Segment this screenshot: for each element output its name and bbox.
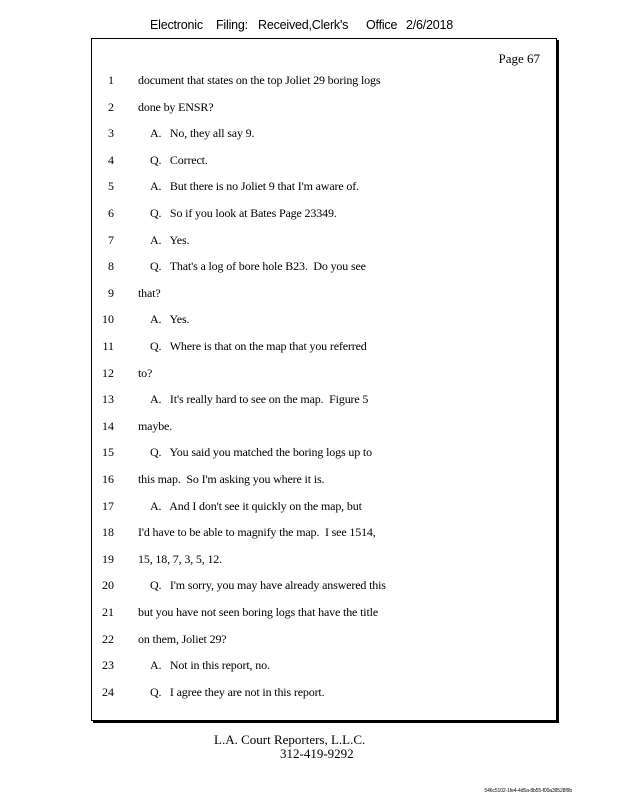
transcript-line bbox=[92, 286, 556, 304]
line-text: that? bbox=[138, 285, 161, 300]
transcript-line bbox=[92, 658, 556, 676]
line-text: A. And I don't see it quickly on the map, but bbox=[150, 498, 362, 513]
transcript-line bbox=[92, 73, 556, 91]
transcript-line bbox=[92, 525, 556, 543]
transcript-line bbox=[92, 419, 556, 437]
line-text: A. It's really hard to see on the map. Figure 5 bbox=[150, 392, 369, 407]
header-date: 2/6/2018 bbox=[406, 18, 454, 32]
line-number: 2 bbox=[108, 99, 114, 114]
line-number: 21 bbox=[102, 605, 114, 619]
line-text: on them, Joliet 29? bbox=[138, 631, 227, 646]
line-number: 8 bbox=[108, 259, 114, 274]
transcript-line bbox=[92, 445, 556, 463]
line-text: I'd have to be able to magnify the map. I see 1514, bbox=[138, 525, 376, 540]
line-number: 22 bbox=[102, 631, 114, 646]
transcript-line bbox=[92, 632, 556, 650]
line-text: Q. Correct. bbox=[150, 152, 208, 167]
line-number: 1 bbox=[108, 73, 114, 87]
transcript-line bbox=[92, 179, 556, 197]
line-number: 12 bbox=[102, 365, 114, 380]
line-number: 3 bbox=[108, 126, 114, 141]
line-number: 9 bbox=[108, 285, 114, 300]
header-word-electronic: Electronic bbox=[150, 18, 203, 32]
line-number: 11 bbox=[102, 339, 114, 353]
line-number: 10 bbox=[102, 312, 114, 327]
transcript-line bbox=[92, 339, 556, 357]
line-number: 13 bbox=[102, 392, 114, 407]
line-text: A. Yes. bbox=[150, 232, 190, 247]
transcript-line bbox=[92, 578, 556, 596]
line-number: 7 bbox=[108, 232, 114, 247]
transcript-line bbox=[92, 259, 556, 277]
transcript-line bbox=[92, 552, 556, 570]
footer-company: L.A. Court Reporters, L.L.C. bbox=[214, 732, 366, 747]
footer-phone: 312-419-9292 bbox=[280, 746, 354, 761]
transcript-line bbox=[92, 366, 556, 384]
page-number: Page 67 bbox=[498, 51, 540, 66]
line-number: 17 bbox=[102, 498, 114, 513]
line-text: Q. You said you matched the boring logs up to bbox=[150, 445, 372, 460]
transcript-line bbox=[92, 499, 556, 517]
line-text: to? bbox=[138, 365, 153, 380]
transcript-line bbox=[92, 126, 556, 144]
line-text: document that states on the top Joliet 29 boring logs bbox=[138, 73, 381, 87]
header-word-office: Office bbox=[366, 18, 398, 32]
line-text: Q. That's a log of bore hole B23. Do you see bbox=[150, 259, 366, 274]
transcript-line bbox=[92, 312, 556, 330]
header-word-filing: Filing: bbox=[216, 18, 248, 32]
line-number: 18 bbox=[102, 525, 114, 540]
transcript-line bbox=[92, 206, 556, 224]
line-text: A. Not in this report, no. bbox=[150, 658, 270, 673]
line-text: maybe. bbox=[138, 418, 173, 433]
line-text: A. Yes. bbox=[150, 312, 190, 327]
line-text: Q. So if you look at Bates Page 23349. bbox=[150, 206, 337, 220]
line-number: 24 bbox=[102, 684, 114, 699]
filing-stamp-header bbox=[0, 18, 618, 36]
line-number: 4 bbox=[108, 152, 114, 167]
line-text: this map. So I'm asking you where it is. bbox=[138, 472, 325, 486]
document-hash: 546c5102-1fe4-4d5a-8b55-f00a39528f9b bbox=[484, 788, 572, 794]
line-number: 6 bbox=[108, 206, 114, 220]
line-number: 5 bbox=[108, 179, 114, 194]
line-text: A. No, they all say 9. bbox=[150, 126, 255, 141]
line-number: 23 bbox=[102, 658, 114, 673]
line-text: Q. I agree they are not in this report. bbox=[150, 684, 325, 699]
transcript-line bbox=[92, 685, 556, 703]
line-text: Q. Where is that on the map that you referred bbox=[150, 339, 367, 353]
header-word-received: Received,Clerk's bbox=[258, 18, 349, 32]
line-text: A. But there is no Joliet 9 that I'm aware of. bbox=[150, 179, 359, 194]
transcript-line bbox=[92, 100, 556, 118]
line-text: Q. I'm sorry, you may have already answered this bbox=[150, 578, 386, 593]
transcript-page-frame bbox=[91, 38, 557, 721]
line-text: but you have not seen boring logs that have the title bbox=[138, 605, 378, 619]
transcript-line bbox=[92, 392, 556, 410]
transcript-line bbox=[92, 233, 556, 251]
line-number: 20 bbox=[102, 578, 114, 593]
line-number: 19 bbox=[102, 551, 114, 566]
line-text: done by ENSR? bbox=[138, 99, 214, 114]
transcript-line bbox=[92, 605, 556, 623]
transcript-line bbox=[92, 472, 556, 490]
line-number: 16 bbox=[102, 472, 114, 486]
transcript-line bbox=[92, 153, 556, 171]
line-text: 15, 18, 7, 3, 5, 12. bbox=[138, 551, 223, 566]
line-number: 14 bbox=[102, 418, 114, 433]
line-number: 15 bbox=[102, 445, 114, 460]
